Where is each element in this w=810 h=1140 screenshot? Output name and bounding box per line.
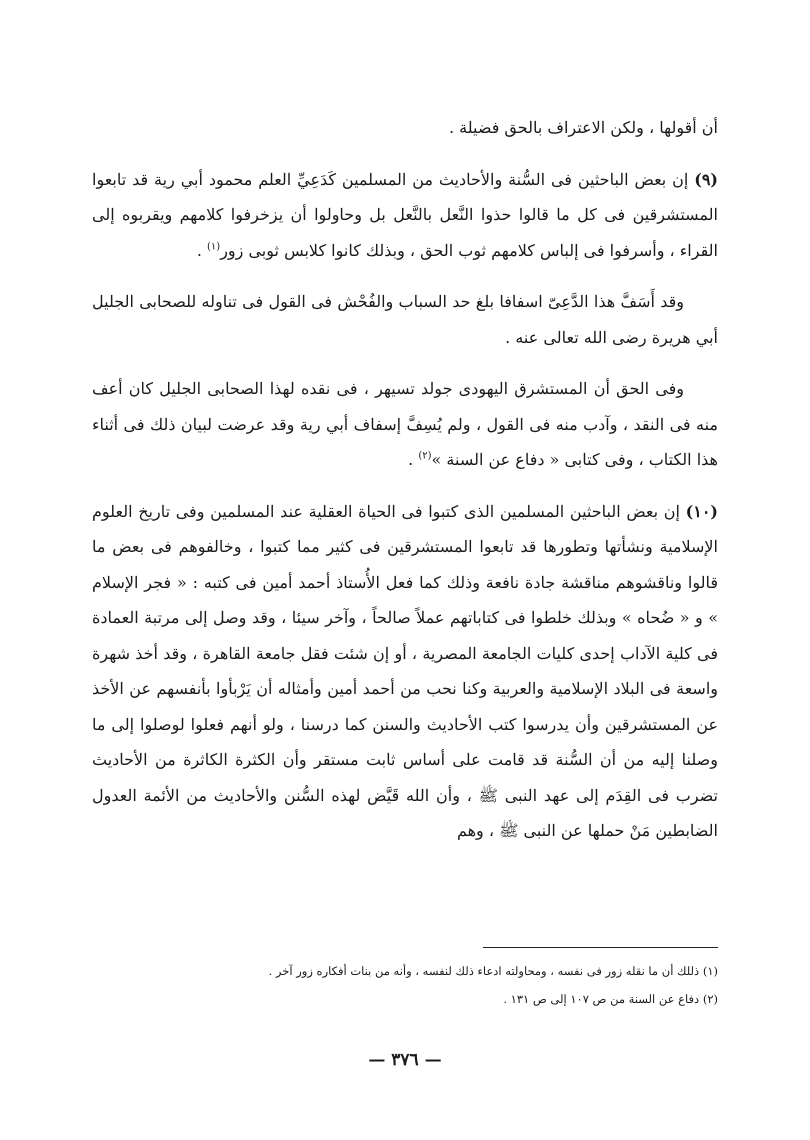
point-number: (٩) [694,169,718,189]
footnote-ref-2[interactable]: (٢) [418,450,432,462]
footnote-2: (٢) دفاع عن السنة من ص ١٠٧ إلى ص ١٣١ . [503,992,718,1006]
paragraph [92,371,718,478]
paragraph-continuation [92,110,718,146]
paragraph-point-10 [92,494,718,849]
paragraph-text: إن بعض الباحثين فى السُّنة والأحاديث من المسلمين كَدَعِيِّ العلم محمود أبي رية قد تابعوا المستشرقين فى كل ما قالوا حذوا النَّعل بالنَّعل بل وحاولوا أن يزخرفوا كلامهم ويقربوه إلى القراء ، وأسرفوا فى إلباس كلامهم ثوب الحق ، وبذلك كانوا كلابس ثوبى زور [92,169,718,260]
paragraph-text: وفى الحق أن المستشرق اليهودى جولد تسيهر ، فى نقده لهذا الصحابى الجليل كان أعف منه فى النقد ، وآدب منه فى القول ، ولم يُسِفَّ إسفاف أبي رية وقد عرضت لبيان ذلك فى أثناء هذا الكتاب ، وفى كتابى « دفاع عن السنة » [92,379,718,469]
paragraph-text: وقد أَسَفَّ هذا الدَّعِىّ اسفافا بلغ حد السباب والفُحْش فى القول فى تناوله للصحابى الجليل أبي هريرة رضى الله تعالى عنه . [92,292,718,347]
point-number: (١٠) [685,501,718,521]
footnote-ref-1[interactable]: (١) [207,241,221,253]
footnote-divider [483,947,718,948]
paragraph-tail: . [408,450,419,469]
paragraph-text: إن بعض الباحثين المسلمين الذى كتبوا فى الحياة العقلية عند المسلمين وفى تاريخ العلوم الإسلامية ونشأتها وتطورها قد تابعوا المستشرقين فى كثير مما كتبوا ، وخالفوهم فى بعض ما قالوا وناقشوهم مناقشة جادة نافعة وذلك كما فعل الأُستاذ أحمد أمين فى كتبه : « فجر الإسلام » و « ضُحاه » وبذلك خلطوا فى كتاباتهم عملاً صالحاً ، وآخر سيئا ، وقد وصل إلى مرتبة العمادة فى كلية الآداب إحدى كليات الجامعة المصرية ، أو إن شئت فقل جامعة القاهرة ، وقد أخذ شهرة واسعة فى البلاد الإسلامية والعربية وكنا نحب من أحمد أمين وأمثاله أن يَرْبأوا بأنفسهم عن الأخذ عن المستشرقين وأن يدرسوا كتب الأحاديث والسنن كما درسنا ، ولو أنهم فعلوا لوصلوا إلى ما وصلنا إليه من أن السُّنة قد قامت على أساس ثابت مستقر وأن الكثرة الكاثرة من الأحاديث تضرب فى القِدَم إلى عهد النبى ﷺ ، وأن الله قَيَّض لهذه السُّنن والأحاديث من الأئمة العدول الضابطين مَنْ حملها عن النبى ﷺ ، وهم [92,501,718,840]
paragraph-point-9 [92,162,718,269]
paragraph-text: أن أقولها ، ولكن الاعتراف بالحق فضيلة . [448,118,718,137]
footnote-1: (١) ذللك أن ما نقله زور فى نفسه ، ومحاولته ادعاء ذلك لنفسه ، وأنه من بنات أفكاره زور آخر . [268,964,718,978]
paragraph-tail: . [196,240,208,260]
paragraph [92,284,718,355]
page-number: — ٣٧٦ — [368,1050,442,1070]
main-text [92,110,718,865]
footnotes [92,957,718,1013]
